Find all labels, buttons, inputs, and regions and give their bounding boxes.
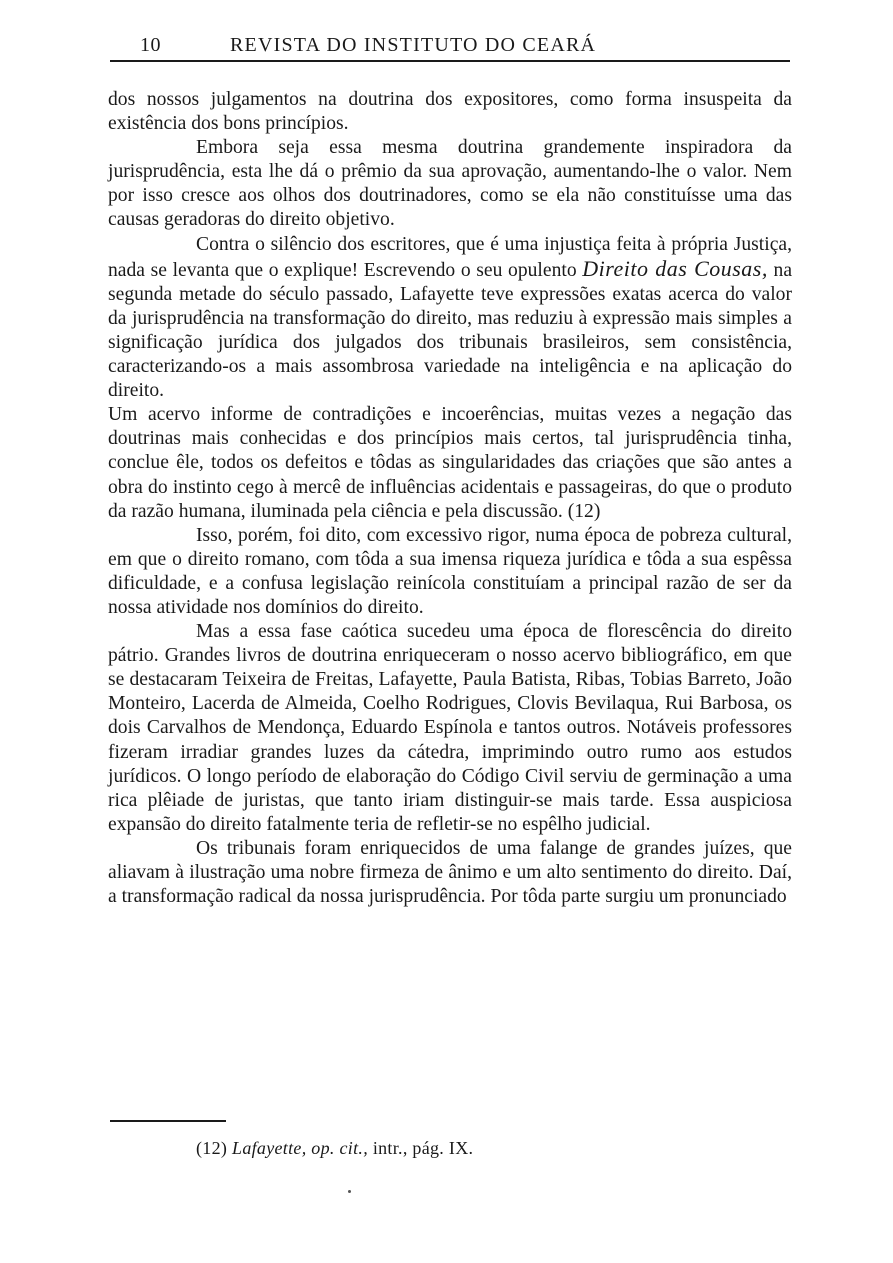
paragraph-3-text-before: Contra o silêncio dos escritores, que é uma injustiça feita à própria Justiça, nada se levanta que o explique! Escrevendo o seu opulento	[108, 233, 792, 281]
paragraph-5: Mas a essa fase caótica sucedeu uma época de florescência do direito pátrio. Grandes livros de doutrina enriqueceram o nosso acervo bibliográfico, em que se destacaram Teixeira de Freitas, Lafayette, Paula Batista, Ribas, Tobias Barreto, João Monteiro, Lacerda de Almeida, Coelho Rodrigues, Clovis Bevilaqua, Rui Barbosa, os dois Carvalhos de Mendonça, Eduardo Espínola e tantos outros. Notáveis professores fizeram irradiar grandes luzes da cátedra, imprimindo outro rumo aos estudos jurídicos. O longo período de elaboração do Código Civil serviu de germinação a uma rica plêiade de juristas, que tanto iriam distinguir-se mais tarde. Essa auspiciosa expansão do direito fatalmente teria de refletir-se no espêlho judicial.	[108, 621, 792, 835]
paragraph-3-continuation: Um acervo informe de contradições e incoerências, muitas vezes a negação das doutrinas mais conhecidas e dos princípios mais certos, tal jurisprudência tinha, conclue êle, todos os defeitos e tôdas as singularidades das criações que são antes a obra do instinto cego à mercê de influências acidentais e passageiras, do que o produto da razão humana, iluminada pela ciência e pela discussão. (12)	[108, 404, 792, 522]
paragraph-3-text-after: na segunda metade do século passado, Lafayette teve expressões exatas acerca do valor da jurisprudência na transformação do direito, mas reduziu à expressão mais simples a significação jurídica dos julgados dos tribunais brasileiros, sem consistência, caracterizando-os a mais assombrosa variedade na inteligência e na aplicação do direito.	[108, 259, 793, 402]
running-head-title: REVISTA DO INSTITUTO DO CEARÁ	[230, 34, 597, 56]
paragraph-4: Isso, porém, foi dito, com excessivo rigor, numa época de pobreza cultural, em que o direito romano, com tôda a sua imensa riqueza jurídica e tôda a sua espêssa dificuldade, e a confusa legislação reinícola constituíam a principal razão de ser da nossa atividade nos domínios do direito.	[108, 524, 792, 618]
footnote-12	[196, 1138, 473, 1159]
footnote-citation: Lafayette, op. cit.,	[232, 1138, 368, 1158]
book-title-direito-das-cousas: Direito das Cousas,	[582, 255, 768, 281]
paragraph-2: Embora seja essa mesma doutrina grandemente inspiradora da jurisprudência, esta lhe dá o prêmio da sua aprovação, aumentando-lhe o valor. Nem por isso cresce aos olhos dos doutrinadores, como se ela não constituísse uma das causas geradoras do direito objetivo.	[108, 137, 792, 231]
paragraph-6: Os tribunais foram enriquecidos de uma falange de grandes juízes, que aliavam à ilustração uma nobre firmeza de ânimo e um alto sentimento do direito. Daí, a transformação radical da nossa jurisprudência. Por tôda parte surgiu um pronunciado	[108, 837, 792, 908]
main-text	[108, 88, 792, 909]
page-number: 10	[140, 34, 161, 56]
footnote-reference: intr., pág. IX.	[372, 1138, 474, 1158]
paragraph-3	[108, 233, 792, 404]
running-header	[110, 32, 790, 62]
paragraph-1: dos nossos julgamentos na doutrina dos expositores, como forma insuspeita da existência dos bons princípios.	[108, 89, 792, 135]
footnote-divider	[110, 1120, 226, 1122]
footnote-marker: (12)	[196, 1138, 228, 1158]
print-speck	[348, 1190, 351, 1193]
